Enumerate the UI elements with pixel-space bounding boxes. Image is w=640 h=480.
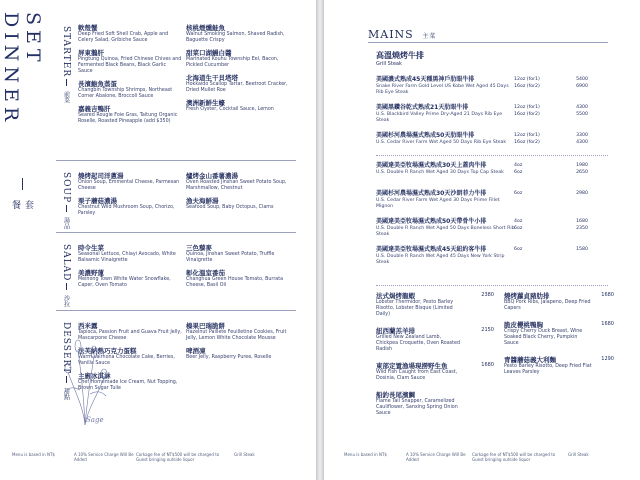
steak-item: [376, 246, 616, 266]
steak-option: [514, 225, 604, 232]
steak-size: 16oz (for2): [514, 140, 540, 145]
steak-zh: 美國達美亞牧場濕式熟成50天帶骨牛小排: [376, 218, 487, 225]
title-en: SET DINNER: [0, 12, 44, 127]
dish-zh: 屏東鵝肝: [78, 49, 104, 57]
steak-size: 12oz (for1): [514, 133, 540, 138]
dish-zh: 澳洲新鮮生蠔: [186, 99, 225, 107]
dish-en: Quinoa, Jinshan Sweet Potato, Truffle Vinaigrette: [186, 252, 275, 263]
dish-en: Flame Tail Snapper, Caramelized Cauliflower, Sanxing Spring Onion Sauce: [376, 399, 458, 416]
footer-service: A 10% Service Charge Will Be Added: [74, 452, 134, 462]
dish-zh: 核桃煙燻鮭魚: [186, 24, 225, 32]
section-zh: 前菜: [62, 91, 70, 104]
steak-zh: 美國黑鑽谷乾式熟成21天肋眼牛排: [376, 104, 469, 111]
dish-zh: 長濱鮑魚蒸蛋: [78, 80, 117, 88]
dish-en: Marinated Kouhu Township Eel, Bacon, Pickled Cucumber: [186, 57, 279, 68]
steak-item: [376, 132, 616, 146]
menu-item: [78, 49, 182, 75]
menu-item: [78, 24, 182, 44]
steak-en: U.S. Cedar River Farm Wet Aged 50 Days Rib Eye Steak: [376, 140, 507, 145]
section-divider: [56, 232, 296, 233]
steak-price: 4300: [576, 140, 588, 145]
dish-en: Seafood Soup, Baby Octopus, Clams: [186, 205, 274, 210]
menu-item: [376, 327, 494, 353]
steak-en: U.S. Cedar River Farm Wet Aged 30 Days Prime Fillet Mignon: [376, 198, 500, 209]
menu-item: [186, 197, 296, 211]
menu-item: [78, 244, 182, 264]
steak-price: 1580: [576, 247, 588, 252]
footer-currency: Menu is based in NT$: [12, 452, 55, 457]
section-en: STARTER: [61, 26, 71, 78]
steak-item: [376, 190, 616, 210]
steak-price: 3300: [576, 133, 588, 138]
steak-price: 5400: [576, 77, 588, 82]
dish-zh: 爐烤金山番薯濃湯: [186, 172, 238, 180]
steak-zh: 美國達美亞牧場濕式熟成45天紐約客牛排: [376, 246, 487, 253]
dish-en: Chestnut Wild Mushroom Soup, Chorizo, Parsley: [78, 205, 175, 216]
dish-zh: 榛果巴瑞脆餅: [186, 322, 225, 330]
mains-column-b: [504, 292, 614, 385]
menu-item: [78, 105, 182, 125]
footer-currency: Menu is based in NT$: [344, 452, 387, 457]
heading-divider: [368, 42, 608, 43]
dish-en: Changhua Green House Tomato, Burrata Cheese, Basil Oil: [186, 277, 284, 288]
steak-options: [514, 104, 604, 118]
steak-option: [514, 104, 604, 111]
menu-item: [186, 244, 296, 264]
steak-size: 6oz: [514, 247, 523, 252]
divider: [22, 178, 23, 191]
steak-size: 16oz (for2): [514, 84, 540, 89]
dish-zh: 燒烤蘿貞豬肋排: [504, 292, 550, 300]
section-zh: 湯品: [62, 217, 70, 230]
menu-item: [186, 347, 296, 361]
divider: [66, 283, 67, 290]
steak-zh: 美國濃式熟成45天種黑神戶肋眼牛排: [376, 76, 475, 83]
steak-option: [514, 132, 604, 139]
mains-column-a: [376, 292, 494, 426]
menu-item: [504, 292, 614, 312]
book-gutter: [316, 0, 324, 480]
dish-en: Changbin Township Shrimps, Northeast Corner Abalone, Broccoli Sauce: [78, 88, 173, 99]
footer-corkage: Corkage fee of NT$500 will be charged to Guest bringing outside liquor: [472, 452, 556, 462]
dish-zh: 西米露: [78, 322, 98, 330]
set-dinner-title: [0, 12, 44, 222]
dish-zh: 栗子蘑菇濃湯: [78, 197, 117, 205]
section-divider: [56, 310, 296, 311]
grill-en: Grill Steak: [376, 61, 402, 67]
dish-price: 1680: [601, 292, 614, 298]
dish-zh: 甜菜口湖鰻白醬: [186, 49, 232, 57]
dish-en: Oven Roasted Jinshan Sweet Potato Soup, Marshmallow, Chestnut: [186, 180, 287, 191]
section-label-soup: [58, 172, 74, 229]
steak-price: 1680: [576, 219, 588, 224]
dish-en: Wild Fish Caught from East Coast, Dosinia, Clam Sauce: [376, 370, 458, 381]
menu-item: [376, 362, 494, 382]
steak-price: 2650: [576, 170, 588, 175]
menu-item: [376, 292, 494, 318]
dish-zh: 嘉義吉鴨肝: [78, 105, 111, 113]
mains-zh: 主菜: [422, 33, 437, 40]
dish-zh: 船釣長尾濱鯛: [376, 391, 415, 399]
dish-en: Walnut Smoking Salmon, Shaved Radish, Baguette Crispy: [186, 32, 285, 43]
steak-en: U.S. Double R Ranch Wet Aged 50 Days Boneless Short Rib Steak: [376, 226, 515, 237]
steak-option: [514, 218, 604, 225]
dish-en: Seasonal Lettuce, Chiayi Avocado, White Balsamic Vinaigrette: [78, 252, 176, 263]
starter-column-a: [78, 24, 182, 130]
section-divider: [56, 160, 296, 161]
steak-price: 4300: [576, 105, 588, 110]
dish-en: Deep Fried Soft Shell Crab, Apple and Celery Salad, Gribiche Sauce: [78, 32, 169, 43]
dish-zh: 法式焗烤龍蝦: [376, 292, 415, 300]
dish-zh: 青醬蘑菇義大利麵: [504, 356, 556, 364]
dish-en: Tapioca, Passion Fruit and Guava Fruit Jelly, Mascarpone Cheese: [78, 330, 182, 341]
salad-column-a: [78, 244, 182, 294]
steak-price: 2350: [576, 226, 588, 231]
steak-size: 12oz (for1): [514, 77, 540, 82]
dish-zh: 啤酒凍: [186, 347, 206, 355]
menu-item: [78, 269, 182, 289]
dish-zh: 法芙納熱巧克力蛋糕: [78, 347, 137, 355]
steak-en: U.S. Double R Ranch Wet Aged 45 Days New York Strip Steak: [376, 254, 505, 265]
dish-zh: 脆皮櫻桃鴨胸: [504, 321, 543, 329]
steak-option: [514, 139, 604, 146]
dish-en: Hazelnut Paillete Feuilletine Cookies, Fruit Jelly, Lemon White Chocolate Mousse: [186, 330, 287, 341]
dish-zh: 漁夫海鮮湯: [186, 197, 219, 205]
steak-price: 6900: [576, 84, 588, 89]
steak-price: 2980: [576, 191, 588, 196]
footer-tag: Grill Steak: [568, 452, 589, 457]
dish-en: Pingtung Quinoa, Fried Chinese Chives and Fermented Black Beans, Black Garlic Sauce: [78, 57, 182, 74]
steak-en: U.S. Blackbird Valley Prime Dry-Aged 21 Days Rib Eye Steak: [376, 112, 503, 123]
footer-corkage: Corkage fee of NT$500 will be charged to Guest bringing outside liquor: [136, 452, 220, 462]
menu-item: [376, 391, 494, 417]
section-label-starter: [58, 26, 74, 103]
steak-zh: 美國達美亞牧場濕式熟成30天上蓋肉牛排: [376, 162, 487, 169]
dish-en: Grilled New Zealand Lamb, Chickpea Croquette, Oven Roasted Radish: [376, 335, 461, 352]
dish-en: Fresh Oyster, Cocktail Sauce, Lemon: [186, 107, 274, 112]
steak-zh: 美國杉河農場濕式熟成30天沙朗菲力牛排: [376, 190, 487, 197]
dish-zh: 三色藜麥: [186, 244, 212, 252]
mains-heading: [368, 28, 436, 41]
dish-zh: 北海道生干貝塔塔: [186, 74, 238, 82]
menu-item: [186, 322, 296, 342]
dish-en: BBQ Pork Ribs, Jalapeno, Deep Fried Capers: [504, 300, 591, 311]
left-page: [0, 0, 316, 480]
signature: Sage: [86, 416, 104, 424]
menu-item: [186, 49, 296, 69]
lavender-illustration-icon: [60, 330, 110, 425]
steak-zh: 美國杉河農場濕式熟成50天肋眼牛排: [376, 132, 475, 139]
steak-size: 6oz: [514, 191, 523, 196]
steak-size: 4oz: [514, 219, 523, 224]
menu-item: [186, 74, 296, 94]
soup-column-b: [186, 172, 296, 216]
menu-item: [186, 24, 296, 44]
section-divider: [376, 155, 608, 156]
grill-zh: 高溫燒烤牛排: [376, 51, 424, 60]
title-zh: 套餐: [10, 200, 33, 213]
steak-size: 16oz (for2): [514, 112, 540, 117]
menu-item: [186, 269, 296, 289]
steak-size: 4oz: [514, 163, 523, 168]
steak-option: [514, 169, 604, 176]
section-en: SOUP: [61, 172, 71, 204]
dish-zh: 美濃野蓮: [78, 269, 104, 277]
soup-column-a: [78, 172, 182, 222]
dish-en: Onion Soup, Emmental Cheese, Parmesan Cheese: [78, 180, 180, 191]
menu-item: [186, 99, 296, 113]
steak-option: [514, 76, 604, 83]
section-zh: 沙拉: [62, 295, 70, 308]
dessert-column-b: [186, 322, 296, 366]
dish-en: Meinong Town White Water Snowflake, Caper, Oven Tomato: [78, 277, 171, 288]
dish-zh: 時令生菜: [78, 244, 104, 252]
steak-item: [376, 218, 616, 238]
menu-item: [186, 172, 296, 192]
steak-price: 5500: [576, 112, 588, 117]
footer-tag: Grill Steak: [234, 452, 255, 457]
steak-en: Snake River Farm Gold Level US Kobe Wet Aged 45 Days Rib Eye Steak: [376, 84, 509, 95]
dish-zh: 東部定置漁場現撈野生魚: [376, 362, 448, 370]
dish-price: 1680: [481, 362, 494, 368]
footer-service: A 10% Service Charge Will Be Added: [406, 452, 466, 462]
steak-en: U.S. Double R Ranch Wet Aged 30 Days Top Cap Steak: [376, 170, 504, 175]
steak-item: [376, 162, 616, 176]
dish-zh: 紐西蘭羔羊排: [376, 327, 415, 335]
dish-zh: 軟殼蟹: [78, 24, 98, 32]
menu-item: [78, 197, 182, 217]
steak-size: 6oz: [514, 170, 523, 175]
dish-en: Lobster Thermidor, Pesto Barley Risotto, Lobster Bisque (Limited Daily): [376, 300, 454, 317]
menu-item: [78, 80, 182, 100]
steak-option: [514, 246, 604, 253]
mains-en: MAINS: [368, 28, 414, 41]
section-zh: 甜點: [62, 388, 70, 401]
menu-item: [504, 321, 614, 347]
dish-en: Warm Valrhona Chocolate Cake, Berries, Vanilla Sauce: [78, 355, 175, 366]
steak-item: [376, 104, 616, 124]
salad-column-b: [186, 244, 296, 294]
section-divider: [376, 285, 608, 286]
steak-options: [514, 246, 604, 253]
divider: [66, 205, 67, 212]
dish-en: Chef Homemade Ice Cream, Nut Topping, Brown Sugar Tuile: [78, 380, 178, 391]
dish-zh: 燒烤起司洋蔥湯: [78, 172, 124, 180]
dish-price: 1680: [601, 321, 614, 327]
dish-en: Beer Jelly, Raspberry Puree, Roselle: [186, 355, 272, 360]
steak-options: [514, 162, 604, 176]
dish-price: 2380: [481, 292, 494, 298]
steak-size: 12oz (for1): [514, 105, 540, 110]
menu-item: [504, 356, 614, 376]
steak-option: [514, 111, 604, 118]
divider: [66, 79, 67, 86]
steak-options: [514, 218, 604, 232]
dish-price: 1290: [601, 356, 614, 362]
steak-option: [514, 190, 604, 197]
dish-zh: 彰化溫室番茄: [186, 269, 225, 277]
dish-en: Pesto Barley Risotto, Deep Fried Flat Leaves Parsley: [504, 364, 592, 375]
section-en: DESSERT: [61, 322, 71, 375]
right-page: [324, 0, 640, 480]
section-en: SALAD: [61, 244, 71, 282]
dish-en: Seared Rougie Foie Gras, Taitung Organic Roselle, Roasted Pineapple (add $350): [78, 113, 178, 124]
dish-zh: 主廚冰淇淋: [78, 372, 111, 380]
grill-heading: [376, 50, 424, 67]
steak-price: 1980: [576, 163, 588, 168]
dish-price: 2150: [481, 327, 494, 333]
dish-en: Hokkaido Scallop Tartar, Beetroot Cracker, Dried Mullet Roe: [186, 82, 288, 93]
steak-options: [514, 76, 604, 90]
steak-option: [514, 83, 604, 90]
steak-option: [514, 162, 604, 169]
section-label-salad: [58, 244, 74, 307]
menu-item: [78, 172, 182, 192]
steak-size: 6oz: [514, 226, 523, 231]
starter-column-b: [186, 24, 296, 118]
steak-options: [514, 190, 604, 197]
dish-en: Crispy Cherry Duck Breast, Wine Soaked Black Cherry, Pumpkin Sauce: [504, 329, 583, 346]
steak-item: [376, 76, 616, 96]
steak-options: [514, 132, 604, 146]
